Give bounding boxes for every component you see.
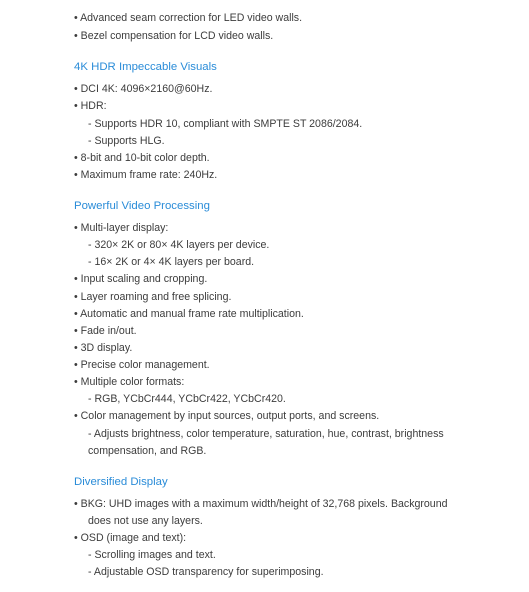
- bullet-fade: • Fade in/out.: [74, 325, 137, 337]
- section-heading-display: Diversified Display: [74, 476, 168, 488]
- subitem-layers-device: - 320× 2K or 80× 4K layers per device.: [88, 239, 270, 251]
- subitem-adjusts-cont: compensation, and RGB.: [88, 445, 207, 457]
- bullet-color-management: • Precise color management.: [74, 359, 210, 371]
- section-heading-processing: Powerful Video Processing: [74, 200, 210, 212]
- bullet-bkg-cont: does not use any layers.: [88, 515, 203, 527]
- bullet-3d: • 3D display.: [74, 342, 133, 354]
- bullet-hdr: • HDR:: [74, 100, 107, 112]
- subitem-formats: - RGB, YCbCr444, YCbCr422, YCbCr420.: [88, 393, 286, 405]
- bullet-frame-rate: • Maximum frame rate: 240Hz.: [74, 169, 218, 181]
- bullet-scaling: • Input scaling and cropping.: [74, 273, 208, 285]
- bullet-bkg: • BKG: UHD images with a maximum width/height of 32,768 pixels. Background: [74, 498, 448, 510]
- bullet-multi-layer: • Multi-layer display:: [74, 222, 169, 234]
- subitem-layers-board: - 16× 2K or 4× 4K layers per board.: [88, 256, 255, 268]
- bullet-color-depth: • 8-bit and 10-bit color depth.: [74, 152, 210, 164]
- bullet-seam-correction: • Advanced seam correction for LED video walls.: [74, 12, 303, 24]
- section-heading-hdr: 4K HDR Impeccable Visuals: [74, 61, 217, 73]
- bullet-osd: • OSD (image and text):: [74, 532, 187, 544]
- bullet-bezel-compensation: • Bezel compensation for LCD video walls.: [74, 30, 274, 42]
- subitem-adjusts: - Adjusts brightness, color temperature, saturation, hue, contrast, brightness: [88, 428, 444, 440]
- subitem-osd-transparency: - Adjustable OSD transparency for superimposing.: [88, 566, 324, 578]
- subitem-scrolling: - Scrolling images and text.: [88, 549, 216, 561]
- bullet-frame-multiplication: • Automatic and manual frame rate multiplication.: [74, 308, 304, 320]
- bullet-roaming: • Layer roaming and free splicing.: [74, 291, 232, 303]
- bullet-dci-4k: • DCI 4K: 4096×2160@60Hz.: [74, 83, 213, 95]
- subitem-hlg: - Supports HLG.: [88, 135, 165, 147]
- subitem-hdr10: - Supports HDR 10, compliant with SMPTE ST 2086/2084.: [88, 118, 363, 130]
- bullet-color-formats: • Multiple color formats:: [74, 376, 185, 388]
- bullet-color-management-sources: • Color management by input sources, output ports, and screens.: [74, 410, 380, 422]
